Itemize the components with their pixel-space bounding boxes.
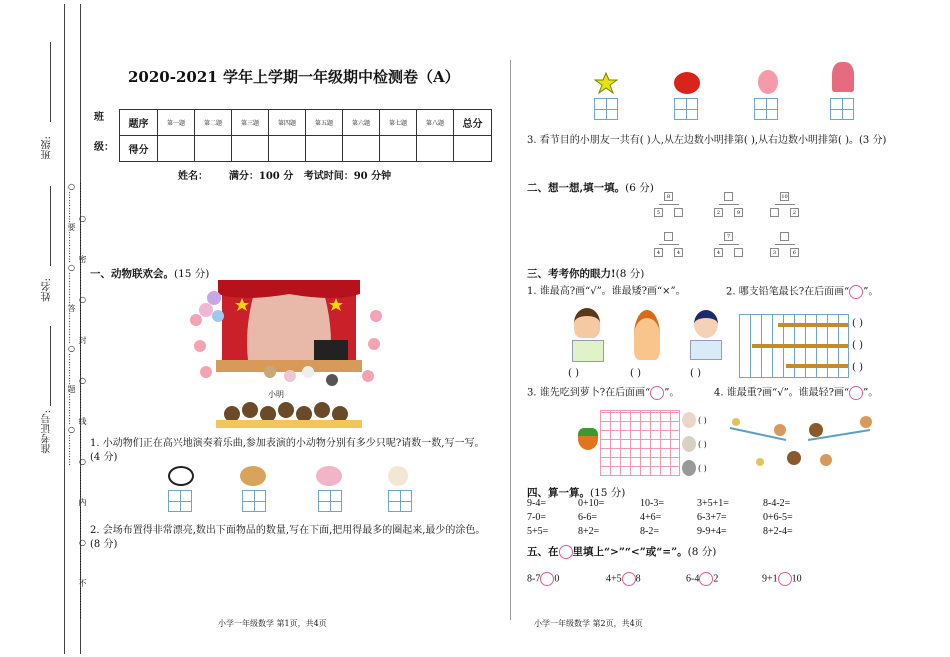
flower-icon (832, 62, 854, 92)
sec3-q2: 2. 哪支铅笔最长?在后面画“ ”。 (726, 286, 879, 298)
split-top: 10 (781, 194, 788, 200)
duck-icon (756, 458, 764, 466)
exam-id-line (50, 326, 51, 406)
footer-right: 小学一年级数学 第2页，共4页 (534, 619, 643, 628)
circle-icon (559, 545, 573, 559)
calc-item[interactable]: 10-3= (640, 498, 664, 509)
audience-icon (314, 402, 330, 418)
answer-grid[interactable] (594, 98, 618, 120)
name-label: 姓名: (42, 278, 53, 302)
compare-circle-icon[interactable] (699, 572, 713, 586)
compare-left: 6-4 (686, 573, 700, 585)
compare-item (606, 572, 641, 586)
compare-circle-icon[interactable] (778, 572, 792, 586)
exam-id-label: 准考证号: (42, 410, 53, 454)
rabbit-icon (682, 436, 696, 452)
animal-icon (284, 370, 296, 382)
split-right: 4 (674, 248, 683, 257)
compare-right: 2 (713, 573, 719, 585)
circle-icon (849, 386, 863, 400)
split-line (719, 204, 739, 205)
audience-icon (224, 406, 240, 422)
flower-icon (190, 314, 202, 326)
compare-left: 4+5 (606, 573, 622, 585)
col-2: 第二题 (195, 110, 232, 136)
animal-icon (264, 366, 276, 378)
sec3-q1: 1. 谁最高?画“√”。谁最矮?画“×”。 (527, 286, 686, 297)
compare-item (762, 572, 802, 586)
answer-paren[interactable]: ( ) (690, 368, 701, 379)
calc-item[interactable]: 0+6-5= (763, 512, 793, 523)
audience-icon (332, 406, 348, 422)
sec1-q1: 1. 小动物们正在高兴地演奏着乐曲,参加表演的小动物分别有多少只呢?请数一数,写一写。(4 分) (90, 438, 485, 463)
score-table (119, 109, 492, 162)
score-cell[interactable] (306, 136, 343, 162)
calc-item[interactable]: 7-0= (527, 512, 546, 523)
col-8: 第八题 (417, 110, 454, 136)
table-row (120, 136, 492, 162)
split-right: 2 (790, 208, 799, 217)
score-cell[interactable] (417, 136, 454, 162)
split-top[interactable] (664, 232, 673, 241)
answer-paren[interactable]: ( ) (852, 340, 863, 351)
sec3-heading: 三、考考你的眼力!(8 分) (527, 268, 645, 280)
split-top[interactable] (780, 232, 789, 241)
answer-paren[interactable]: ( ) (852, 318, 863, 329)
row-label-order: 题序 (120, 110, 158, 136)
answer-paren[interactable]: ( ) (698, 464, 707, 473)
col-4: 第四题 (269, 110, 306, 136)
rabbit-icon (682, 460, 696, 476)
answer-grid[interactable] (318, 490, 342, 512)
sec1-q2: 2. 会场布置得非常漂亮,数出下面物品的数量,写在下面,把用得最多的圈起来,最少的涂色。(8 分) (90, 525, 486, 550)
answer-grid[interactable] (388, 490, 412, 512)
kid-boy-icon (634, 310, 660, 360)
col-7: 第七题 (380, 110, 417, 136)
animal-icon (302, 366, 314, 378)
balloon-icon (212, 310, 224, 322)
balloon-icon (758, 70, 778, 94)
calc-item[interactable]: 8+2-4= (763, 526, 793, 537)
score-cell[interactable] (232, 136, 269, 162)
pig-icon (316, 466, 342, 486)
lantern-icon (674, 72, 700, 94)
side-class: 班 (94, 112, 104, 123)
compare-left: 9+1 (762, 573, 778, 585)
flower-icon (368, 338, 380, 350)
binding-border-left (64, 4, 65, 654)
split-line (659, 204, 679, 205)
seesaw-illustration (726, 410, 878, 474)
sec1-heading: 一、动物联欢会。(15 分) (90, 268, 210, 280)
compare-item (527, 572, 559, 586)
sec3-q3: 3. 谁先吃到萝卜?在后面画“ ”。 (527, 387, 680, 399)
answer-grid[interactable] (242, 490, 266, 512)
cat-icon (860, 416, 872, 428)
score-cell[interactable] (380, 136, 417, 162)
split-top: 7 (724, 232, 733, 241)
split-left: 4 (654, 248, 663, 257)
answer-paren[interactable]: ( ) (568, 368, 579, 379)
split-left: 4 (714, 248, 723, 257)
stage-illustration (186, 276, 392, 430)
sheep-icon (388, 466, 408, 486)
balloon-icon (207, 291, 221, 305)
score-cell[interactable] (454, 136, 492, 162)
calc-item[interactable]: 9-9+4= (697, 526, 727, 537)
calc-item[interactable]: 6-6= (578, 512, 597, 523)
sec5-heading: 五、在 里填上“>”“<”或“=”。(8 分) (527, 546, 717, 558)
name-line (50, 186, 51, 266)
rabbit-icon (682, 412, 696, 428)
panda-icon (168, 466, 194, 486)
score-cell[interactable] (343, 136, 380, 162)
col-6: 第六题 (343, 110, 380, 136)
compare-right: 8 (635, 573, 641, 585)
flower-icon (194, 340, 206, 352)
split-top: 8 (664, 192, 673, 201)
answer-grid[interactable] (674, 98, 698, 120)
pencil-icon (752, 344, 848, 348)
duck-icon (732, 418, 740, 426)
seal-line-text: …………○…………密…………○…………封…………○…………线…………○…………内…………○…………不…………○…………要…………○…………答…………○…………题…………○………… (67, 182, 87, 619)
split-line (659, 244, 679, 245)
answer-grid[interactable] (168, 490, 192, 512)
audience-icon (296, 406, 312, 422)
calc-item[interactable]: 8-4-2= (763, 498, 791, 509)
calc-item[interactable]: 5+5= (527, 526, 549, 537)
kid-boy2-icon (694, 310, 718, 338)
calc-item[interactable]: 8+2= (578, 526, 600, 537)
flower-icon (370, 310, 382, 322)
calc-item[interactable]: 9-4= (527, 498, 546, 509)
race-grid (600, 410, 680, 476)
page-divider (510, 60, 511, 620)
split-top[interactable] (724, 192, 733, 201)
split-line (775, 204, 795, 205)
col-1: 第一题 (158, 110, 195, 136)
circle-icon (650, 386, 664, 400)
split-left: 2 (714, 208, 723, 217)
score-cell[interactable] (158, 136, 195, 162)
compare-left: 8-7 (527, 573, 541, 585)
animal-icon (326, 374, 338, 386)
answer-paren[interactable]: ( ) (852, 362, 863, 373)
sec1-q3: 3. 看节目的小朋友一共有( )人,从左边数小明排第( ),从右边数小明排第( )。(3 分) (527, 135, 887, 146)
audience-icon (242, 402, 258, 418)
calc-item[interactable]: 0+10= (578, 498, 605, 509)
class-label: 班级: (42, 136, 53, 160)
carrot-icon (578, 428, 598, 450)
score-cell[interactable] (195, 136, 232, 162)
split-right[interactable] (734, 248, 743, 257)
compare-right: 0 (554, 573, 560, 585)
audience-icon (278, 402, 294, 418)
answer-paren[interactable]: ( ) (698, 440, 707, 449)
cat-icon (820, 454, 832, 466)
page-title: 2020-2021 学年上学期一年级期中检测卷（A） (128, 68, 460, 86)
calc-item[interactable]: 4+6= (640, 512, 662, 523)
compare-circle-icon[interactable] (622, 572, 636, 586)
sec4-heading: 四、算一算。(15 分) (527, 487, 626, 499)
cat-icon (774, 424, 786, 436)
split-right[interactable] (674, 208, 683, 217)
dog-icon (809, 423, 823, 437)
sec2-heading: 二、想一想,填一填。(6 分) (527, 182, 654, 194)
platform-icon (572, 340, 604, 362)
answer-paren[interactable]: ( ) (698, 416, 707, 425)
pencil-icon (778, 323, 848, 327)
dog-icon (787, 451, 801, 465)
piano-icon (314, 340, 348, 360)
calc-item[interactable]: 3+5+1= (697, 498, 729, 509)
pencil-icon (786, 364, 848, 368)
split-right: 6 (790, 248, 799, 257)
class-line (50, 42, 51, 122)
split-right: 9 (734, 208, 743, 217)
compare-right: 10 (791, 573, 802, 585)
answer-grid[interactable] (754, 98, 778, 120)
platform-icon (690, 340, 722, 360)
col-3: 第三题 (232, 110, 269, 136)
flower-icon (200, 366, 212, 378)
star-icon (594, 72, 618, 94)
split-left[interactable] (770, 208, 779, 217)
calc-item[interactable]: 6-3+7= (697, 512, 727, 523)
answer-paren[interactable]: ( ) (630, 368, 641, 379)
col-5: 第五题 (306, 110, 343, 136)
kid-girl-icon (574, 308, 600, 338)
exam-info: 姓名： 满分：100 分 考试时间：90 分钟 (178, 171, 392, 182)
audience-bench (216, 420, 362, 428)
answer-grid[interactable] (830, 98, 854, 120)
split-line (719, 244, 739, 245)
circle-icon (849, 285, 863, 299)
footer-left: 小学一年级数学 第1页，共4页 (218, 619, 327, 628)
total-label: 总分 (454, 110, 492, 136)
row-label-score: 得分 (120, 136, 158, 162)
side-level: 级： (94, 142, 114, 153)
stage-label: 小明 (268, 390, 284, 399)
table-row (120, 110, 492, 136)
split-line (775, 244, 795, 245)
balloon-icon (199, 303, 213, 317)
audience-icon (260, 406, 276, 422)
compare-circle-icon[interactable] (540, 572, 554, 586)
calc-item[interactable]: 8-2= (640, 526, 659, 537)
sec3-q4: 4. 谁最重?画“√”。谁最轻?画“ ”。 (714, 387, 879, 399)
compare-item (686, 572, 718, 586)
flower-icon (362, 370, 374, 382)
score-cell[interactable] (269, 136, 306, 162)
split-left: 3 (770, 248, 779, 257)
lion-icon (240, 466, 266, 486)
split-left: 5 (654, 208, 663, 217)
